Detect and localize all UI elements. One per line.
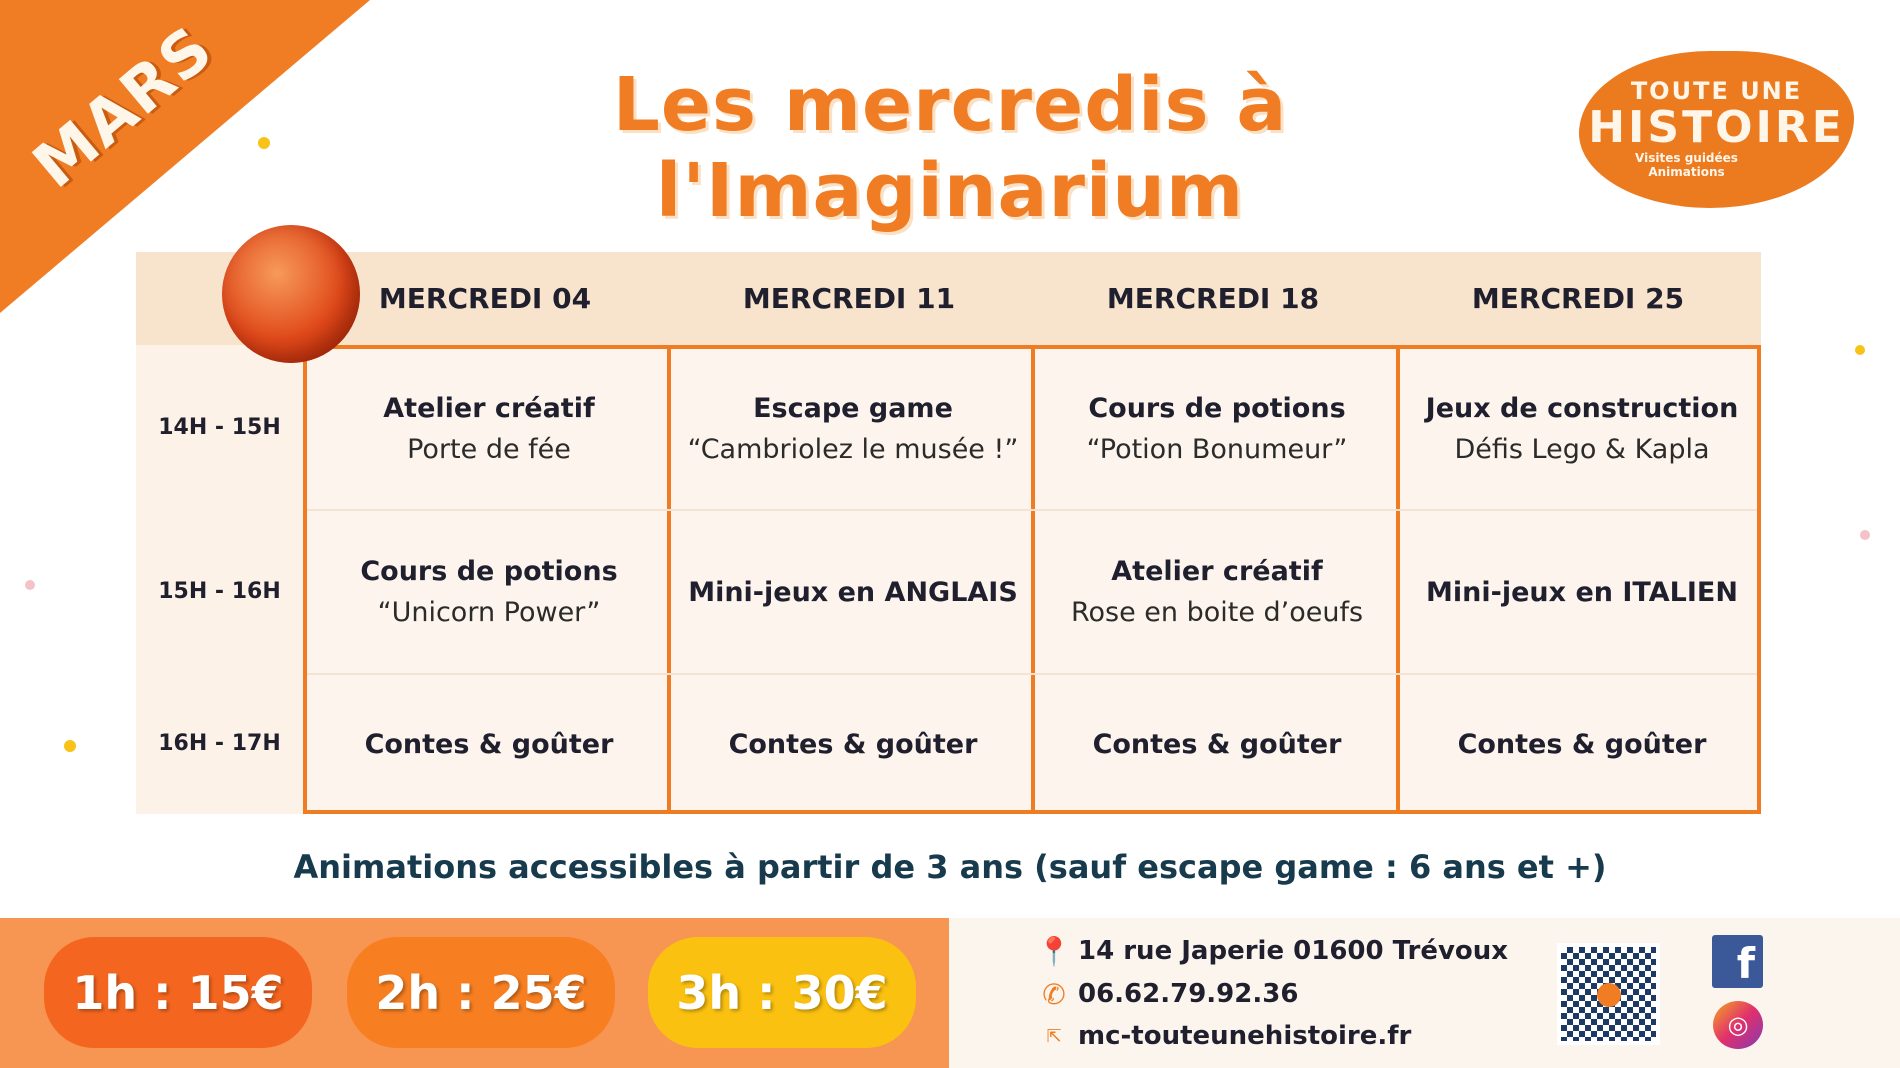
activity-title: Cours de potions	[1088, 393, 1346, 424]
page-title: Les mercredis à l'Imaginarium	[612, 62, 1288, 234]
dot-decoration	[258, 137, 270, 149]
activity-title: Atelier créatif	[383, 393, 595, 424]
activity-title: Contes & goûter	[728, 729, 978, 760]
activity-title: Jeux de construction	[1425, 393, 1739, 424]
website-row	[1036, 1016, 1411, 1056]
time-slot: 15H - 16H	[158, 578, 281, 604]
activity-subtitle: Rose en boite d’oeufs	[1070, 597, 1364, 628]
activity-grid	[303, 345, 1761, 814]
price-3h	[648, 937, 916, 1048]
activity-subtitle: Porte de fée	[407, 434, 571, 465]
activity-cell	[1400, 675, 1764, 814]
time-slot: 14H - 15H	[158, 414, 281, 440]
activity-cell	[671, 675, 1035, 814]
dot-decoration	[1855, 345, 1865, 355]
day-header: MERCREDI 04	[378, 282, 592, 315]
logo	[1579, 51, 1854, 208]
facebook-icon[interactable]: f	[1712, 935, 1763, 988]
logo-line3: Visites guidées	[1635, 151, 1738, 165]
web-link-icon: ⇱	[1046, 1025, 1062, 1047]
activity-title: Mini-jeux en ANGLAIS	[688, 576, 1018, 608]
price-label: 3h : 30€	[676, 965, 888, 1020]
phone-icon: ✆	[1042, 977, 1066, 1011]
dot-decoration	[25, 580, 35, 590]
qr-code	[1557, 943, 1660, 1045]
logo-line1: TOUTE UNE	[1630, 77, 1803, 105]
activity-subtitle: Défis Lego & Kapla	[1454, 434, 1710, 465]
table-header	[136, 252, 1761, 345]
activity-title: Contes & goûter	[364, 729, 614, 760]
month-label: MARS	[19, 11, 227, 202]
activity-cell	[1035, 511, 1399, 673]
activity-cell	[1035, 675, 1399, 814]
activity-cell	[1035, 349, 1399, 509]
phone-row	[1036, 974, 1298, 1014]
activity-title: Contes & goûter	[1457, 729, 1707, 760]
activity-cell	[671, 511, 1035, 673]
address: 14 rue Japerie 01600 Trévoux	[1078, 936, 1509, 966]
website-link[interactable]: mc-touteunehistoire.fr	[1078, 1021, 1412, 1051]
time-column	[136, 345, 303, 814]
activity-title: Atelier créatif	[1111, 556, 1323, 587]
activity-cell	[307, 675, 671, 814]
phone: 06.62.79.92.36	[1078, 979, 1299, 1009]
activity-cell	[307, 349, 671, 509]
activity-title: Mini-jeux en ITALIEN	[1426, 576, 1738, 608]
day-header: MERCREDI 25	[1471, 282, 1685, 315]
day-header: MERCREDI 18	[1106, 282, 1320, 315]
age-note: Animations accessibles à partir de 3 ans (sauf escape game : 6 ans et +)	[293, 848, 1607, 886]
activity-cell	[1400, 511, 1764, 673]
schedule-table	[136, 252, 1761, 814]
activity-subtitle: “Cambriolez le musée !”	[687, 434, 1019, 465]
price-2h	[347, 937, 615, 1048]
activity-subtitle: “Potion Bonumeur”	[1086, 434, 1348, 465]
price-label: 1h : 15€	[72, 965, 284, 1020]
instagram-icon[interactable]: ◎	[1713, 1001, 1763, 1049]
price-1h	[44, 937, 312, 1048]
dot-decoration	[1860, 530, 1870, 540]
location-pin-icon: 📍	[1036, 934, 1072, 968]
activity-title: Escape game	[753, 393, 953, 424]
activity-cell	[307, 511, 671, 673]
logo-line2: HISTOIRE	[1588, 102, 1845, 153]
price-label: 2h : 25€	[375, 965, 587, 1020]
dot-decoration	[64, 740, 76, 752]
activity-title: Contes & goûter	[1092, 729, 1342, 760]
logo-line4: Animations	[1648, 165, 1725, 179]
activity-subtitle: “Unicorn Power”	[377, 597, 601, 628]
planet-illustration	[222, 225, 360, 363]
activity-cell	[1400, 349, 1764, 509]
day-header: MERCREDI 11	[742, 282, 956, 315]
activity-cell	[671, 349, 1035, 509]
address-row	[1036, 931, 1508, 971]
activity-title: Cours de potions	[360, 556, 618, 587]
time-slot: 16H - 17H	[158, 731, 281, 756]
